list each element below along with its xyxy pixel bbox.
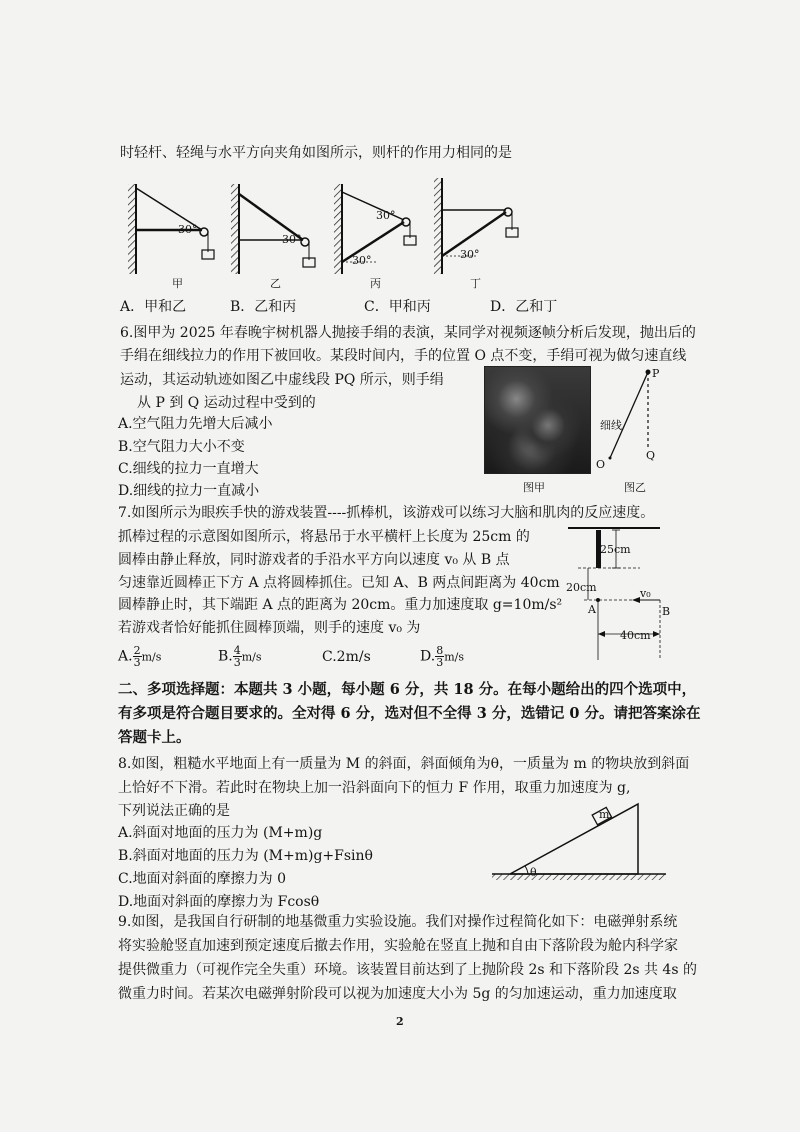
label-block-m: m: [599, 808, 610, 821]
fig-a-caption: 图甲: [523, 481, 545, 494]
label-q: Q: [646, 449, 656, 462]
label-p: P: [652, 367, 660, 380]
q6-option-b: B.空气阻力大小不变: [118, 439, 245, 455]
angle-label-jia: 30°: [178, 223, 198, 236]
q8-option-c: C.地面对斜面的摩擦力为 0: [118, 871, 287, 887]
caption-ding: 丁: [470, 277, 481, 290]
label-string: 细线: [600, 419, 622, 432]
q6-option-a: A.空气阻力先增大后减小: [118, 416, 273, 432]
section2-line-1: 二、多项选择题：本题共 3 小题，每小题 6 分，共 18 分。在每小题给出的四个选项中，: [118, 681, 697, 698]
q7-line-1: 7.如图所示为眼疾手快的游戏装置----抓棒机，该游戏可以练习大脑和肌肉的反应速度。: [118, 505, 655, 521]
q7-line-3: 圆棒由静止释放，同时游戏者的手沿水平方向以速度 v₀ 从 B 点: [118, 552, 510, 568]
caption-jia: 甲: [172, 277, 183, 290]
figure-bing: [334, 184, 416, 274]
label-b: B: [662, 605, 671, 618]
angle-label-yi: 30°: [282, 233, 302, 246]
q6-option-c: C.细线的拉力一直增大: [118, 461, 259, 477]
q9-line-3: 提供微重力（可视作完全失重）环境。该装置目前达到了上抛阶段 2s 和下落阶段 2s 共 4s 的: [118, 962, 697, 978]
q6-line-3: 运动，其运动轨迹如图乙中虚线段 PQ 所示，则手绢: [120, 372, 444, 388]
q8-line-3: 下列说法正确的是: [118, 803, 230, 819]
q7-line-6: 若游戏者恰好能抓住圆棒顶端，则手的速度 v₀ 为: [118, 620, 421, 636]
q8-option-a: A.斜面对地面的压力为 (M+m)g: [118, 825, 323, 841]
q5-option-a: A．甲和乙: [120, 299, 187, 315]
q7-option-c: C.2m/s: [322, 649, 371, 665]
label-theta: θ: [530, 866, 537, 879]
q7-line-4: 匀速靠近圆棒正下方 A 点将圆棒抓住。已知 A、B 两点间距离为 40cm: [118, 575, 560, 591]
label-v0: v₀: [640, 587, 651, 600]
q8-option-b: B.斜面对地面的压力为 (M+m)g+Fsinθ: [118, 848, 373, 864]
q5-stem: 时轻杆、轻绳与水平方向夹角如图所示，则杆的作用力相同的是: [120, 145, 512, 161]
q6-line-4: 从 P 到 Q 运动过程中受到的: [137, 395, 316, 411]
q8-line-2: 上恰好不下滑。若此时在物块上加一沿斜面向下的恒力 F 作用，取重力加速度为 g,: [118, 780, 631, 796]
q8-incline-diagram: [488, 796, 670, 886]
q5-option-d: D．乙和丁: [490, 299, 558, 315]
q8-line-1: 8.如图，粗糙水平地面上有一质量为 M 的斜面，斜面倾角为θ，一质量为 m 的物块放到斜面: [118, 756, 690, 772]
q7-option-d: D. $\frac{8}{3}$ m/s: [420, 644, 464, 669]
angle-label-ding: 30°: [460, 248, 480, 261]
q6-line-1: 6.图甲为 2025 年春晚宇树机器人抛接手绢的表演，某同学对视频逐帧分析后发现，抛出后的: [120, 325, 696, 341]
angle-label-bing-bottom: 30°: [352, 254, 372, 267]
q9-line-1: 9.如图，是我国自行研制的地基微重力实验设施。我们对操作过程简化如下：电磁弹射系统: [118, 914, 678, 930]
q7-option-a: A. $\frac{2}{3}$ m/s: [118, 644, 162, 669]
q6-line-2: 手绢在细线拉力的作用下被回收。某段时间内，手的位置 O 点不变，手绢可视为做匀速直线: [120, 348, 687, 364]
label-40cm: 40cm: [620, 629, 651, 642]
angle-label-bing-top: 30°: [376, 209, 396, 222]
q9-line-4: 微重力时间。若某次电磁弹射阶段可以视为加速度大小为 5g 的匀加速运动，重力加速度取: [118, 986, 677, 1002]
caption-yi: 乙: [270, 277, 281, 290]
label-25cm: 25cm: [600, 543, 631, 556]
q6-option-d: D.细线的拉力一直减小: [118, 483, 260, 499]
section2-line-3: 答题卡上。: [118, 729, 191, 746]
figure-yi: [231, 184, 315, 274]
caption-bing: 丙: [370, 277, 381, 290]
q9-line-2: 将实验舱竖直加速到预定速度后撤去作用，实验舱在竖直上抛和自由下落阶段为舱内科学家: [118, 938, 678, 954]
page-number: 2: [396, 1015, 404, 1028]
q7-line-5: 圆棒静止时，其下端距 A 点的距离为 20cm。重力加速度取 g=10m/s²: [118, 597, 563, 613]
fig-b-caption: 图乙: [624, 481, 646, 494]
q5-option-b: B．乙和丙: [230, 299, 297, 315]
figure-jia: [128, 184, 214, 274]
label-o: O: [596, 458, 606, 471]
q5-option-c: C．甲和丙: [364, 299, 431, 315]
q8-option-d: D.地面对斜面的摩擦力为 Fcosθ: [118, 894, 320, 910]
q7-option-b: B. $\frac{4}{3}$ m/s: [218, 644, 262, 669]
label-a: A: [588, 603, 596, 616]
robot-performance-photo: [484, 366, 591, 474]
q7-line-2: 抓棒过程的示意图如图所示，将悬吊于水平横杆上长度为 25cm 的: [118, 529, 530, 545]
section2-line-2: 有多项是符合题目要求的。全对得 6 分，选对但不全得 3 分，选错记 0 分。请把答案涂在: [118, 705, 701, 722]
label-20cm: 20cm: [566, 581, 597, 594]
